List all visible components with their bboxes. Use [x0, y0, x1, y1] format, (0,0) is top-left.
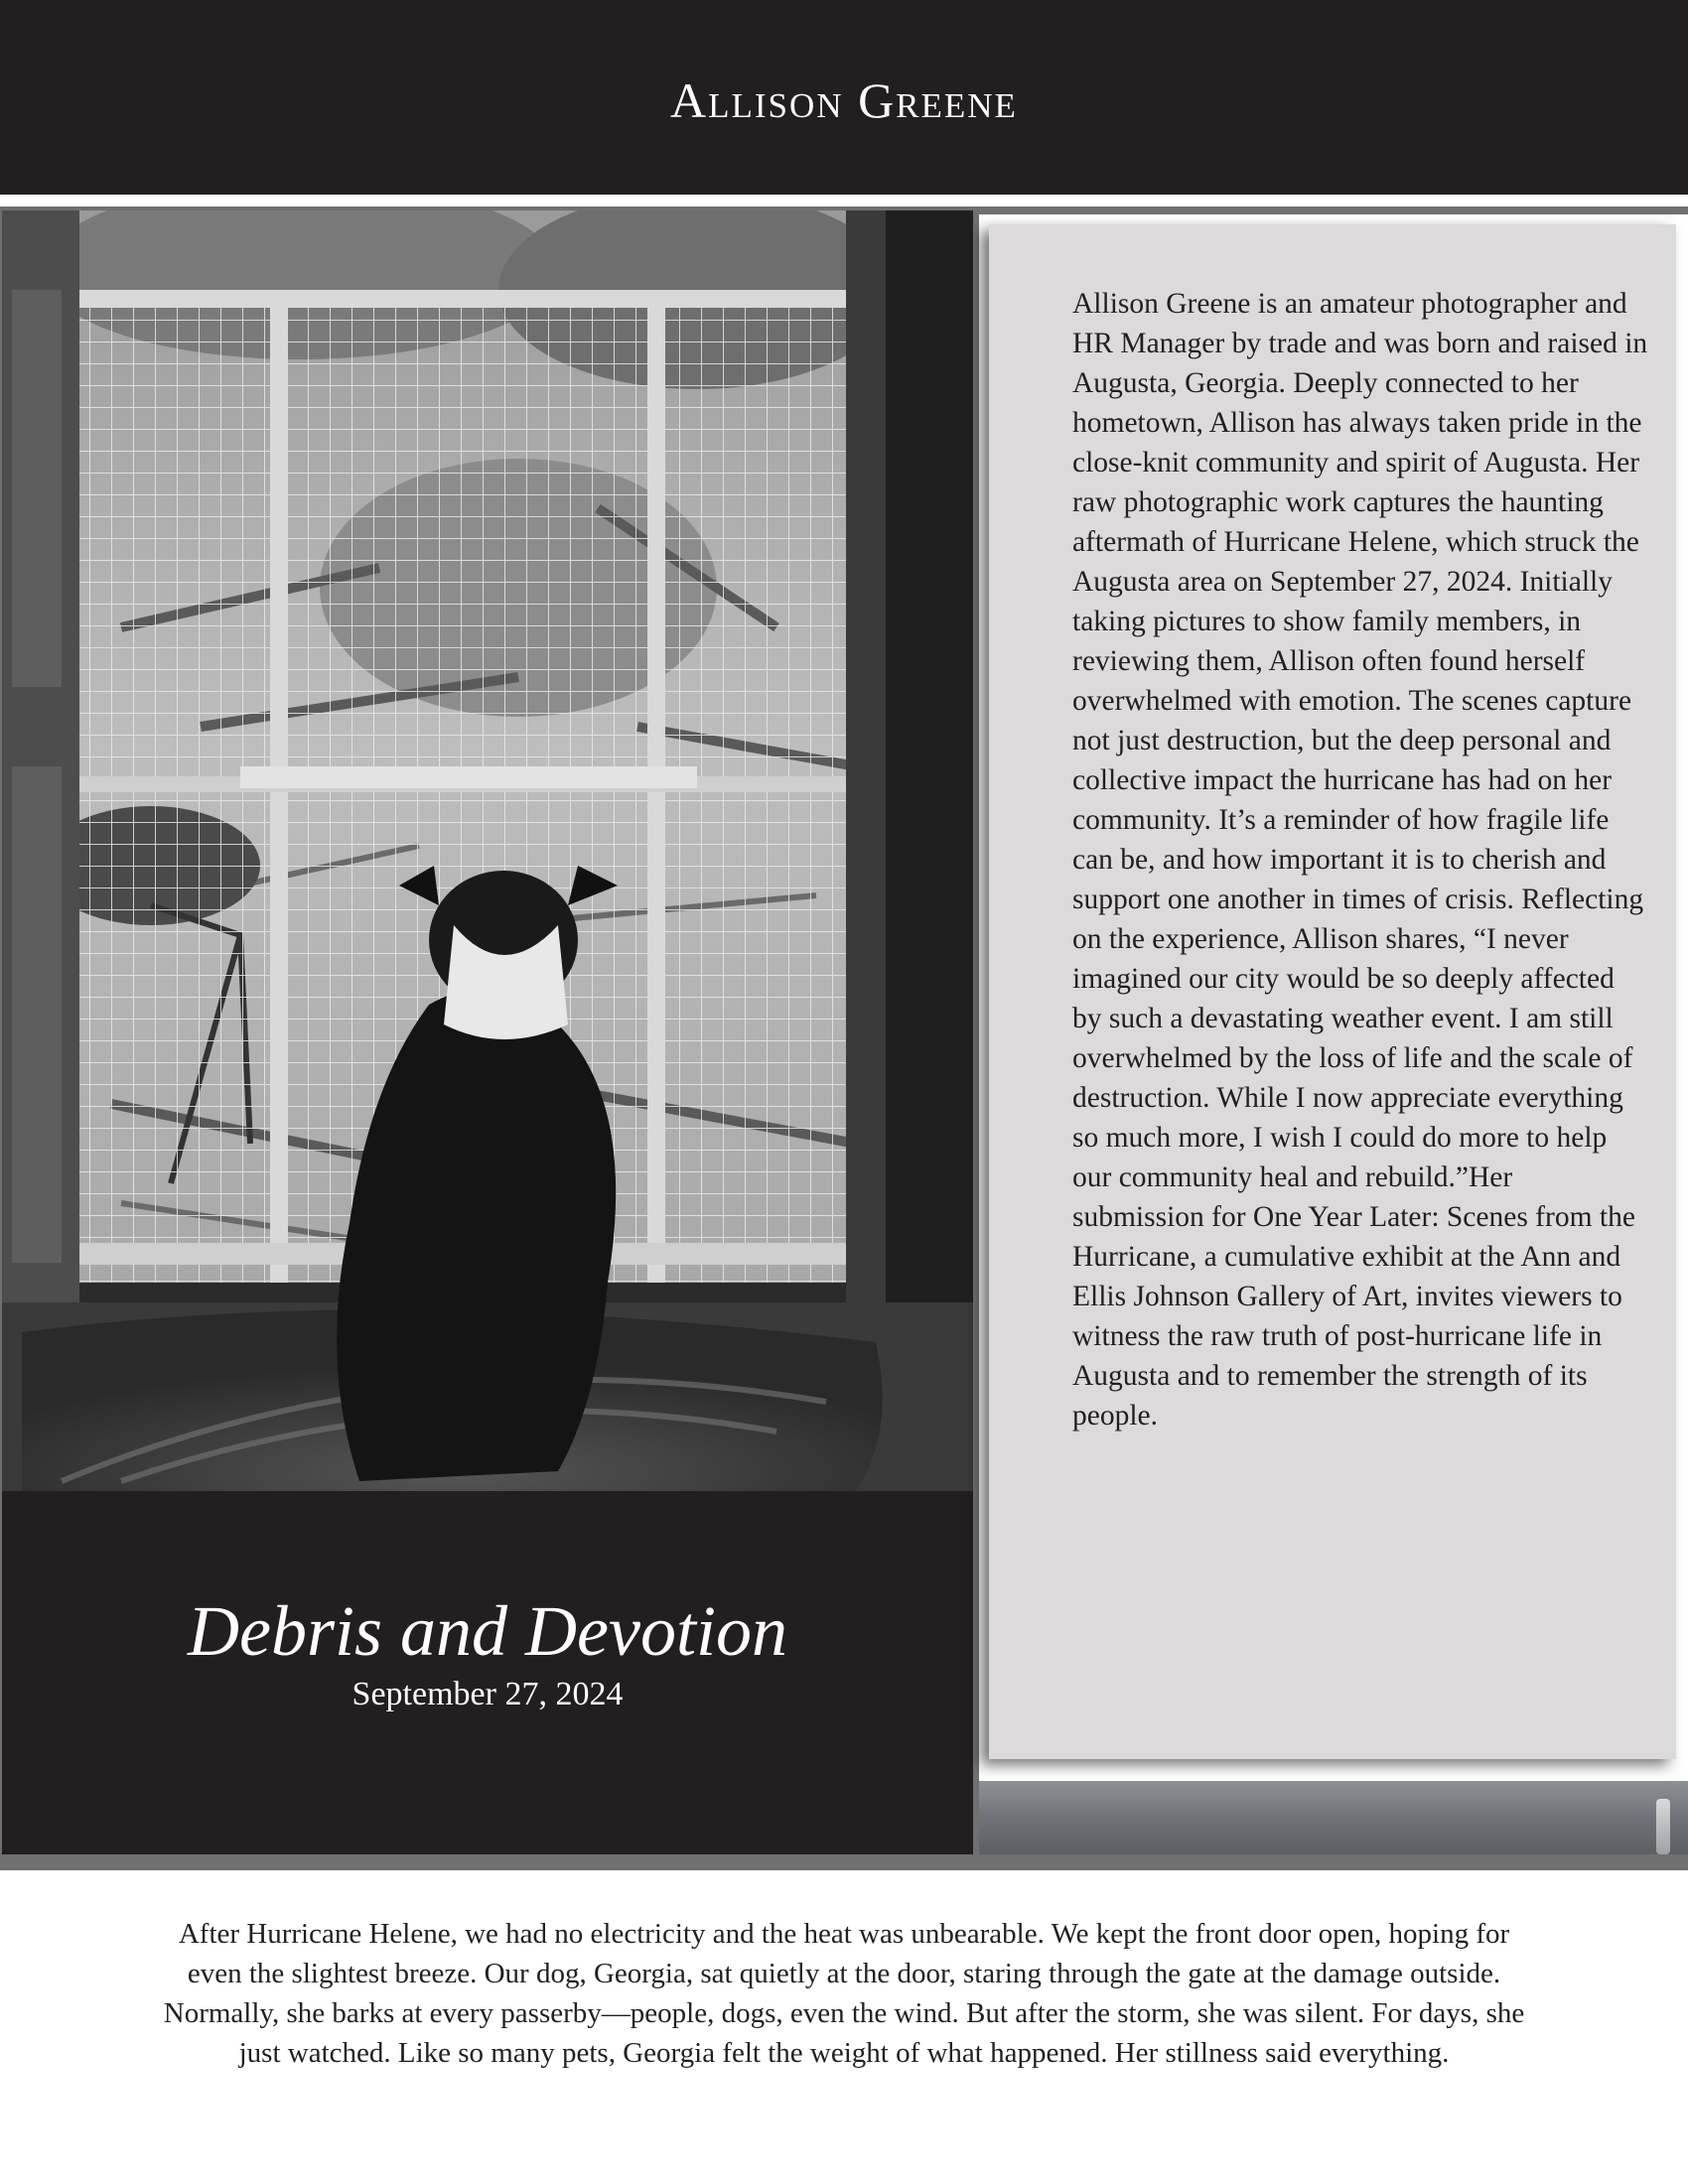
frame-gap: [0, 195, 1688, 206]
artist-bio: Allison Greene is an amateur photographer and HR Manager by trade and was born and raised in Augusta, Georgia. Deeply connected to her hometown, Allison has always taken pride in the close-knit community and spirit of Augusta. Her raw photographic work captures the haunting aftermath of Hurricane Helene, which struck the Augusta area on September 27, 2024. Initially taking pictures to show family members, in reviewing them, Allison often found herself overwhelmed with emotion. The scenes capture not just destruction, but the deep personal and collective impact the hurricane has had on her community. It’s a reminder of how fragile life can be, and how important it is to cherish and support one another in times of crisis. Reflecting on the experience, Allison shares, “I never imagined our city would be so deeply affected by such a devastating weather event. I am still overwhelmed by the loss of life and the scale of destruction. While I now appreciate everything so much more, I wish I could do more to help our community heal and rebuild.”Her submission for One Year Later: Scenes from the Hurricane, a cumulative exhibit at the Ann and Ellis Johnson Gallery of Art, invites viewers to witness the raw truth of post-hurricane life in Augusta and to remember the strength of its people.: [1072, 288, 1648, 1432]
photo-strip: [979, 1781, 1688, 1854]
photo-date: September 27, 2024: [352, 1676, 624, 1712]
photo-title: Debris and Devotion: [188, 1591, 787, 1671]
photo-story: After Hurricane Helene, we had no electricity and the heat was unbearable. We kept the front door open, hoping for even the slightest breeze. Our dog, Georgia, sat quietly at the door, staring through the gate at the damage outside. Normally, she barks at every passerby—people, dogs, even the wind. But after the storm, she was silent. For days, she just watched. Like so many pets, Georgia felt the weight of what happened. Her stillness said everything.: [163, 1918, 1525, 2069]
dog-at-gate-photo: [2, 210, 973, 1491]
artist-name: Allison Greene: [670, 72, 1018, 128]
photo-caption-panel: [2, 1491, 973, 1854]
page-header: [0, 0, 1688, 195]
bio-panel: [989, 224, 1676, 1759]
strip-highlight: [1656, 1799, 1670, 1854]
